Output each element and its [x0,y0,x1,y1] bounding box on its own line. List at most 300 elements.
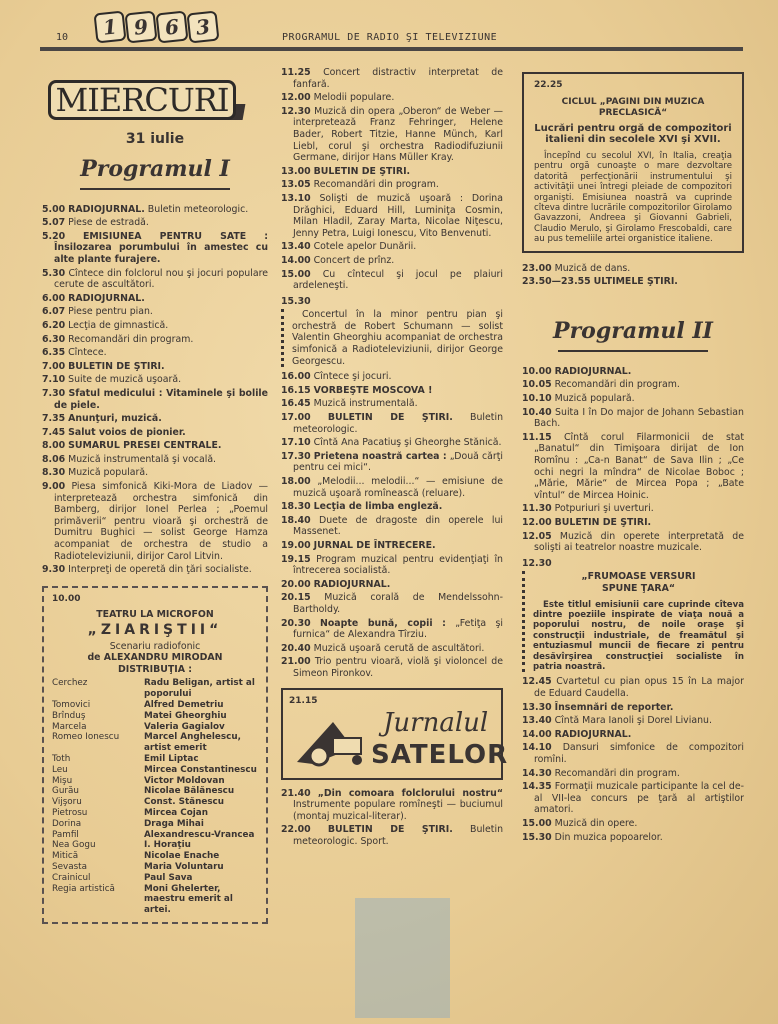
cast-role: Gurău [52,786,79,797]
entry-time: 17.00 [281,412,311,424]
entry-title: ULTIMELE ŞTIRI. [593,276,678,288]
program-entry [522,379,744,391]
entry-time: 23.00 [522,262,552,274]
entry-time: 13.00 [281,165,311,177]
cast-row [52,700,258,711]
entry-text: Cotele apelor Dunării. [313,241,417,253]
archive-logo [355,898,450,1018]
program-entry [522,676,744,699]
entry-title: Însemnări de reporter. [554,701,674,713]
entry-title: SUMARUL PRESEI CENTRALE. [68,440,222,452]
cast-role: Crainicul [52,872,91,883]
entry-text: Recomandări din program. [554,767,680,779]
program-entry [522,781,744,816]
entry-time: 19.15 [281,553,311,565]
preclasica-title: CICLUL „PAGINI DIN MUZICA PRECLASICĂ“ [561,97,705,118]
program-entry [42,217,268,229]
year-digit: 3 [187,11,220,44]
entry-title: Noapte bună, copii : [320,617,446,629]
entry-time: 13.30 [522,701,552,713]
entry-time: 20.40 [281,642,311,654]
entry-time: 6.20 [42,319,66,331]
entry-time: 17.10 [281,437,311,449]
entry-text: Interpreţi de operetă din ţări socialiste. [68,564,252,576]
program-entry [281,166,503,178]
entry-title: Prietena noastră cartea : [313,450,447,462]
title-underline [80,188,230,190]
entry-text: Cu cîntecul şi jocul pe plaiuri ardeleneşti. [293,268,503,292]
satelor-title: SATELOR [371,739,509,770]
program-2-list-2 [522,676,744,843]
entry-time: 20.15 [281,592,311,604]
cast-actor: Mircea Constantinescu [144,764,257,775]
entry-time: 15.00 [281,268,311,280]
entry-text: Lecţia de gimnastică. [68,319,169,331]
date: 31 iulie [125,131,185,147]
cast-row [52,884,258,916]
entry-time: 7.30 [42,387,66,399]
entry-text: Cîntece şi jocuri. [313,371,392,383]
entry-time: 15.00 [522,817,552,829]
entry-text: Cîntece. [68,347,107,359]
entry-text: Program muzical pentru evidenţiaţi în întrecerea socialistă. [293,553,503,577]
entry-title: RADIOJURNAL. [68,203,145,215]
entry-text: „Melodii... melodii...“ — emisiune de muzică uşoară romînească (reluare). [293,476,503,499]
program-entry [42,564,268,576]
cast-role: Mitică [52,851,79,862]
cast-role: Leu [52,764,68,775]
entry-title: Lecţia de limba engleză. [313,501,443,513]
entry-time: 16.00 [281,371,311,383]
cast-actor: Mircea Cojan [144,807,209,818]
cast-role: Toth [52,753,71,764]
entry-title: RADIOJURNAL. [68,292,145,304]
program-entry [281,269,503,292]
entry-time: 13.40 [522,715,552,727]
entry-time: 6.35 [42,347,66,359]
cast-actor: Emil Liptac [144,753,199,764]
entry-title: JURNAL DE ÎNTRECERE. [313,539,436,551]
cast-row [52,722,258,733]
cast-actor: Marcel Anghelescu, artist emerit [144,732,241,754]
cast-row [52,873,258,884]
program-entry [522,768,744,780]
entry-time: 5.00 [42,203,66,215]
entry-time: 14.00 [522,728,552,740]
program-entry [281,193,503,239]
entry-text: Trio pentru vioară, violă şi violoncel de Simeon Pironkov. [293,656,503,679]
cast-row [52,830,258,841]
concert-text: Concertul în la minor pentru pian şi orchestră de Robert Schumann — solist Valentin Gheorghiu acompaniat de orchestra simfonică a Radioteleviziunii, dirijor George Georgescu. [292,309,503,367]
cast-actor: Valeria Gagialov [144,721,225,732]
program-entry [42,204,268,216]
running-title: PROGRAMUL DE RADIO ŞI TELEVIZIUNE [282,32,498,43]
program-entry [281,67,503,90]
program-entry [42,334,268,346]
entry-title: EMISIUNEA PENTRU SATE : Însilozarea porumbului în amestec cu alte plante furajere. [54,230,268,265]
cast-actor: Draga Mihai [144,818,204,829]
program-entry [42,413,268,425]
column-3 [522,72,744,845]
program-entry [42,454,268,466]
entry-time: 8.00 [42,440,66,452]
cast-row [52,776,258,787]
program-entry [42,374,268,386]
entry-text: Muzică populară. [554,393,635,405]
entry-text: Duete de dragoste din operele lui Massenet. [293,514,504,538]
program-1-list-2 [281,67,503,292]
entry-title: RADIOJURNAL. [554,728,632,740]
entry-title: „Din comoara folclorului nostru“ [317,787,503,799]
entry-text: Suita I în Do major de Johann Sebastian Bach. [534,406,744,430]
entry-text: Recomandări din program. [554,379,680,391]
entry-time: 15.30 [281,295,311,307]
program-1-list [42,204,268,576]
program-entry [42,320,268,332]
entry-text: Recomandări din program. [313,179,439,191]
header-rule [40,47,743,51]
program-entry [281,824,503,847]
entry-time: 14.30 [522,767,552,779]
cast-actor: Radu Beligan, artist al poporului [144,678,255,700]
entry-time: 10.00 [522,365,552,377]
cast-role: Cerchez [52,678,88,689]
cast-role: Brînduş [52,710,86,721]
preclasica-subtitle: Lucrări pentru orgă de compozitori italieni din secolele XVI şi XVII. [534,123,732,145]
preclasica-text: Începînd cu secolul XVI, în Italia, creaţia pentru orgă cunoaşte o mare dezvoltare datorită perfecţionării instrumentului şi activităţii unei întregi pleiade de compozitori organişti. Emisiunea noastră va cuprinde cîteva dintre lucrările compozitorilor Girolamo Gavazzoni, Andreea şi Giovanni Gabrieli, Claudio Merulo, şi Girolamo Frescobaldi, care au pus temeliile artei organistice italiene. [534,151,732,245]
cast-row [52,711,258,722]
page-number: 10 [56,32,69,43]
entry-time: 21.00 [281,656,311,668]
cast-actor: Nicolae Bălănescu [144,786,235,797]
entry-text: Cîntă Mara Ianoli şi Dorel Livianu. [554,715,712,727]
cast-role: Pietrosu [52,807,88,818]
program-entry [522,818,744,830]
preclasica-time: 22.25 [534,80,563,90]
entry-time: 18.00 [281,476,311,487]
entry-time: 11.15 [522,431,552,443]
program-entry [281,241,503,253]
entry-time: 12.30 [281,105,311,117]
entry-text: Muzică de dans. [554,262,631,274]
theatre-heading: TEATRU LA MICROFON [96,609,214,621]
entry-text: Cîntă Ana Pacatiuş şi Gheorghe Stănică. [313,437,502,449]
entry-text: Potpuriuri şi uverturi. [554,503,654,515]
entry-time: 12.00 [281,92,311,104]
entry-time: 12.30 [522,557,552,569]
program-entry [281,501,503,513]
entry-time: 19.00 [281,539,311,551]
cast-role: Vijşoru [52,797,82,808]
program-entry [522,715,744,727]
entry-time: 9.00 [42,481,66,493]
cast-role: Marcela [52,721,87,732]
cast-row [52,732,258,754]
entry-text: Melodii populare. [313,92,395,104]
program-entry [281,451,503,474]
year-digit: 6 [156,11,189,44]
program-entry [281,106,503,164]
entry-text: Suite de muzică uşoară. [68,374,182,386]
entry-time: 12.00 [522,516,552,528]
program-entry [522,503,744,515]
cast-actor: Matei Gheorghiu [144,710,227,721]
entry-time: 5.07 [42,217,66,229]
cast-role: Tomovici [52,699,91,710]
cast-role: Dorina [52,818,82,829]
entry-time: 8.30 [42,467,66,479]
cast-list [52,678,258,916]
frumoase-text: Este titlul emisiunii care cuprinde cîteva dintre poeziile inspirate de viaţa nouă a poporului nostru, de noile oraşe şi construcţii industriale, de freamătul şi entuziasmul muncii de fiecare zi pentru desăvîrşirea construcţiei socialiste în patria noastră. [533,599,744,672]
entry-text: Instrumente populare romîneşti — buciumul (montaj muzical-literar). [293,799,503,822]
entry-title: BULETIN DE ŞTIRI. [68,360,165,372]
cast-row [52,754,258,765]
entry-text: Solişti de muzică uşoară : Dorina Drăghici, Eduard Hill, Luminiţa Cosmin, Milan Hladil, Zaray Marta, Nicolae Niţescu, Jenny Petra, Luigi Ionescu, Vito Benvenuti. [293,192,503,239]
entry-time: 13.40 [281,241,311,253]
program-1-list-5 [522,263,744,288]
entry-time: 6.00 [42,292,66,304]
program-2-list [522,366,744,554]
entry-text: Concert distractiv interpretat de fanfară. [293,67,503,90]
frumoase-entry [522,558,744,570]
program-entry [281,579,503,591]
theatre-time: 10.00 [52,593,81,604]
column-2 [281,67,509,849]
entry-time: 6.30 [42,333,66,345]
entry-text: Muzică instrumentală şi vocală. [68,453,217,465]
cast-actor: Const. Stănescu [144,797,225,808]
entry-time: 23.50—23.55 [522,276,591,288]
jurnal-time: 21.15 [289,695,318,706]
theatre-title: „ZIARIŞTII“ [87,622,223,638]
cast-actor: Nicolae Enache [144,851,220,862]
entry-time: 10.40 [522,406,552,418]
entry-title: Anunţuri, muzică. [68,413,162,425]
entry-time: 10.05 [522,379,552,391]
entry-time: 7.35 [42,413,66,425]
entry-time: 20.00 [281,578,311,590]
cast-role: Nea Gogu [52,840,96,851]
program-1-list-4 [281,788,503,848]
entry-time: 11.30 [522,503,552,515]
entry-time: 12.05 [522,530,552,542]
cast-actor: Alfred Demetriu [144,699,224,710]
entry-text: Piesa simfonică Kiki-Mora de Liadov — interpretează orchestra simfonică din Bamberg, dirijor Ionel Perlea ; „Poemul primăverii“ pentru vioară şi orchestră de Dumitru Bughici — solist George Hamza acompaniat de orchestra de studio a Radioteleviziunii, dirijor Carol Litvin. [54,481,269,562]
program-entry [522,276,744,288]
day-banner [48,76,244,122]
entry-time: 12.45 [522,676,552,688]
entry-text: „Două cărţi pentru cei mici“. [293,450,504,474]
tractor-icon [293,718,373,768]
entry-title: Salut voios de pionier. [68,426,186,438]
cast-role: Mişu [52,775,73,786]
entry-time: 14.00 [281,254,311,266]
cast-row [52,808,258,819]
program-entry [42,467,268,479]
entry-time: 5.30 [42,267,66,279]
cast-actor: Alexandrescu-Vrancea [144,829,255,840]
program-entry [522,517,744,529]
cast-actor: Paul Sava [144,872,193,883]
entry-text: Muzică uşoară cerută de ascultători. [313,642,485,654]
entry-text: Buletin meteorologic. Sport. [293,824,504,847]
day-name: MIERCURI [48,80,236,120]
cast-actor: I. Horaţiu [144,840,191,851]
entry-time: 13.05 [281,179,311,191]
concert-description [281,309,503,367]
theatre-box [42,586,268,924]
year-digit: 1 [94,11,127,44]
program-entry [281,515,503,538]
concert-entry [281,296,503,308]
title-underline [558,350,708,352]
program-entry [281,385,503,397]
entry-text: Muzică din opere. [554,817,638,829]
entry-time: 15.30 [522,831,552,843]
entry-time: 21.40 [281,787,311,799]
entry-text: Cîntece din folclorul nou şi jocuri populare cerute de ascultători. [54,267,268,291]
program-entry [281,92,503,104]
entry-time: 9.30 [42,564,66,576]
entry-text: Concert de prînz. [313,254,395,266]
entry-time: 11.25 [281,67,311,78]
program-entry [42,427,268,439]
entry-time: 18.40 [281,514,311,526]
entry-text: Dansuri simfonice de compozitori romîni. [534,742,744,765]
cast-row [52,862,258,873]
program-entry [42,268,268,291]
program-entry [281,656,503,679]
year-logo [95,12,218,42]
entry-title: BULETIN DE ŞTIRI. [554,516,652,528]
program-entry [42,231,268,266]
program-entry [522,432,744,502]
program-entry [42,481,268,562]
entry-text: Recomandări din program. [68,333,194,345]
entry-time: 7.45 [42,426,66,438]
program-entry [42,440,268,452]
program-entry [281,398,503,410]
cast-role: Pamfil [52,829,79,840]
entry-title: VORBEŞTE MOSCOVA ! [313,384,433,396]
entry-time: 16.15 [281,384,311,396]
entry-time: 14.10 [522,742,552,754]
program-entry [522,366,744,378]
entry-text: Formaţii muzicale participante la cel de-al VII-lea concurs pe ţară al artiştilor amatori. [534,781,745,816]
cast-row [52,786,258,797]
frumoase-description [522,571,744,672]
jurnal-satelor-box [281,688,509,780]
entry-time: 13.10 [281,192,311,204]
entry-time: 16.45 [281,398,311,410]
program-entry [281,179,503,191]
cast-role: Regia artistică [52,883,115,894]
entry-title: RADIOJURNAL. [313,578,391,590]
entry-text: Cvartetul cu pian opus 15 în La major de Eduard Caudella. [534,676,744,699]
cast-actor: Moni Ghelerter, maestru emerit al artei. [144,883,233,916]
program-entry [281,412,503,435]
program-entry [522,742,744,765]
program-entry [281,476,503,499]
entry-time: 17.30 [281,450,311,462]
program-entry [42,347,268,359]
program-entry [522,702,744,714]
program-1-list-3 [281,371,503,679]
frumoase-title-2: SPUNE ŢARA“ [601,582,676,594]
program-entry [281,788,503,823]
cast-role: Romeo Ionescu [52,732,120,743]
program-entry [42,361,268,373]
program-entry [522,393,744,405]
entry-text: Cîntă corul Filarmonicii de stat „Banatul“ din Timişoara dirijat de Ion Romînu : „Ca-n Banat“ de Sava Ilin ; „Ce ochi negri la mîndra“ de Nicolae Boboc ; „Mărie, Mărie“ de Mircea Popa ; „Bate vîntul“ de Mircea Hoinic. [534,431,744,501]
column-1 [42,62,268,924]
entry-time: 7.00 [42,360,66,372]
program-entry [42,293,268,305]
entry-time: 8.06 [42,453,66,465]
program-entry [281,554,503,577]
page-header [40,10,745,50]
entry-time: 18.30 [281,501,311,513]
jurnal-title: Jurnalul [383,707,489,738]
program-entry [281,255,503,267]
theatre-subtitle: Scenariu radiofonic [109,640,201,652]
entry-text: Muzică instrumentală. [313,398,418,410]
program-entry [42,388,268,411]
entry-time: 10.10 [522,393,552,405]
program-entry [522,531,744,554]
entry-title: Sfatul medicului : Vitaminele şi bolile de piele. [54,387,268,411]
entry-time: 20.30 [281,617,311,629]
preclasica-box [522,72,744,253]
entry-time: 5.20 [42,230,66,242]
entry-title: BULETIN DE ŞTIRI. [327,412,453,424]
program-1-title: Programul I [80,155,230,182]
entry-text: „Fetiţa şi furnica“ de Alexandra Tîrziu. [293,617,503,641]
program-entry [281,592,503,615]
cast-heading: DISTRIBUŢIA : [117,663,193,675]
cast-row [52,819,258,830]
program-entry [42,306,268,318]
entry-title: BULETIN DE ŞTIRI. [327,824,453,836]
cast-row [52,797,258,808]
program-entry [522,263,744,275]
program-entry [281,618,503,641]
entry-text: Muzică corală de Mendelssohn-Bartholdy. [293,592,503,615]
entry-text: Buletin meteorologic. [144,203,249,215]
entry-text: Piese de estradă. [68,217,149,229]
program-entry [281,643,503,655]
program-entry [281,437,503,449]
entry-text: Piese pentru pian. [68,306,153,318]
year-digit: 9 [125,11,158,44]
entry-text: Buletin meteorologic. [293,412,504,435]
program-entry [281,540,503,552]
entry-time: 6.07 [42,306,66,318]
cast-actor: Maria Voluntaru [144,861,224,872]
cast-actor: Victor Moldovan [144,775,225,786]
entry-title: BULETIN DE ŞTIRI. [313,165,411,177]
program-entry [522,729,744,741]
entry-time: 22.00 [281,824,311,836]
cast-role: Sevasta [52,861,88,872]
cast-row [52,765,258,776]
cast-row [52,678,258,700]
entry-text: Muzică populară. [68,467,149,479]
program-entry [522,407,744,430]
entry-text: Muzică din opera „Oberon“ de Weber — interpretează Franz Fehringer, Helene Bader, Robert Titzie, Hanne Münch, Karl Liebl, corul şi orchestra Radiodifuziunii Germane, dirijor Hans Müller Kray. [293,105,503,164]
entry-title: RADIOJURNAL. [554,365,632,377]
program-entry [281,371,503,383]
